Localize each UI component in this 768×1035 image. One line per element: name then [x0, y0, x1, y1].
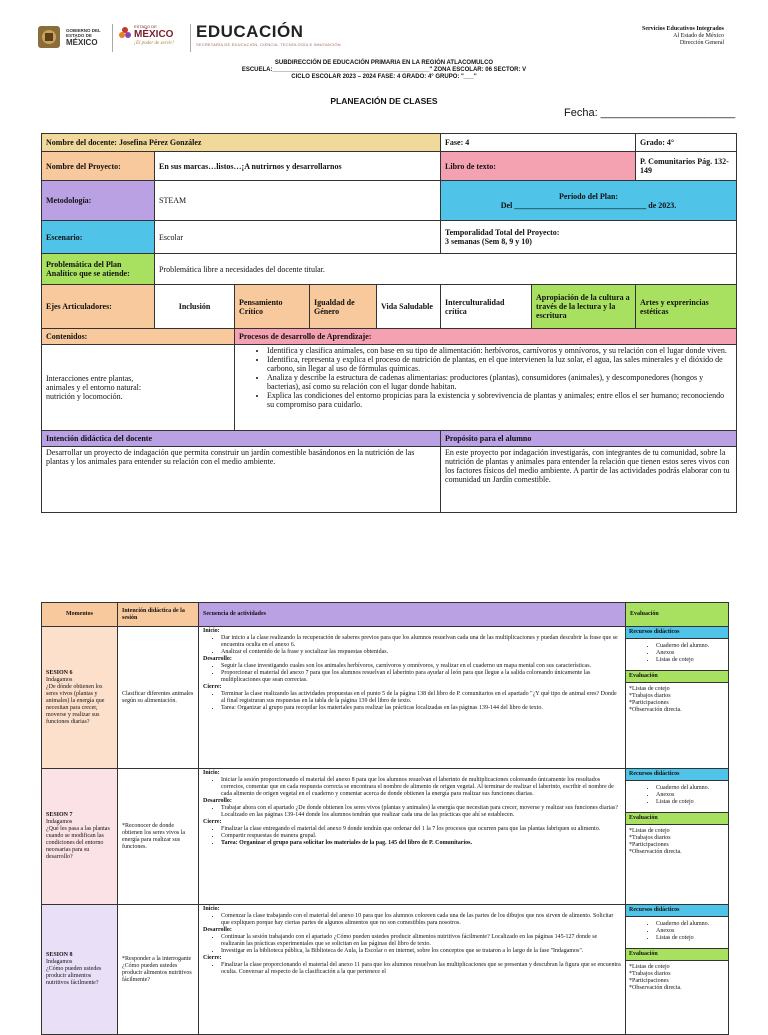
recursos-label: Recursos didácticos: [626, 905, 728, 917]
periodo-cell: [441, 181, 737, 221]
evaluacion-item: *Trabajos diarios: [629, 693, 671, 699]
recurso-item: • Anexos: [656, 928, 728, 935]
mexico-brand-logo: [118, 22, 188, 54]
proposito-value: En este proyecto por indagación investigarás, con integrantes de tu comunidad, sobre la nutrición de plantas y animales para entender la relación que tienen estos seres vivos con los factores físicos del medio ambiente. A partir de las actividades podrás elaborar con tu comunidad un Jardín comestible.: [441, 447, 737, 513]
flower-icon: [118, 26, 132, 40]
cierre-label: Cierre:: [203, 955, 222, 961]
mexico-brand-text: MÉXICO: [134, 29, 174, 40]
educacion-title: EDUCACIÓN: [196, 22, 304, 41]
gob-line1: GOBIERNO DEL: [66, 28, 101, 33]
evaluacion-item: *Participaciones: [629, 700, 669, 706]
activity-item: • Analizar el contenido de la frase y socializar las respuestas obtenidas.: [221, 649, 621, 656]
session-phase: Indagamos: [46, 819, 73, 825]
temporalidad-value: 3 semanas (Sem 8, 9 y 10): [445, 237, 532, 246]
evaluacion-item: *Observación directa.: [629, 707, 682, 713]
fase-cell: Fase: 4: [441, 134, 636, 152]
inicio-label: Inicio:: [203, 628, 220, 634]
session-question: ¿Qué les pasa a las plantas cuando se modifican las condiciones del entorno necesarias para su desarrollo?: [46, 826, 110, 860]
evaluacion-cell: [626, 627, 729, 769]
activity-item: • Dar inicio a la clase realizando la recuperación de saberes previos para que los alumnos resuelvan cada una de las multiplicaciones y puedan descubrir la frase que se encuentra oculta en el anexo 6.: [221, 635, 621, 649]
periodo-label: Periodo del Plan:: [558, 191, 619, 201]
recurso-item: • Cuaderno del alumno.: [656, 643, 728, 650]
session-title: SESION 8: [46, 952, 73, 958]
proceso-item: • Identifica, representa y explica el proceso de nutrición de plantas, en el que intervienen la luz solar, el agua, las sales minerales y el dióxido de carbono, sin llegar al uso de fórmulas químicas.: [267, 355, 732, 373]
secuencia-cell: [199, 627, 626, 769]
evaluacion-item: *Observación directa.: [629, 985, 682, 991]
desarrollo-label: Desarrollo:: [203, 927, 232, 933]
servicios-line: Al Estado de México: [673, 33, 724, 39]
contenidos-label: Contenidos:: [42, 329, 235, 345]
eje-igualdad-genero: Igualdad de Género: [310, 285, 377, 329]
eje-inclusion: Inclusión: [155, 285, 235, 329]
servicios-line: Dirección General: [679, 40, 724, 46]
escenario-value: Escolar: [155, 221, 441, 254]
intencion-sesion-cell: *Responder a la interrogante ¿Cómo pueden ustedes producir alimentos nutritivos fácilmente?: [118, 905, 199, 1035]
proceso-item: • Analiza y describe la estructura de cadenas alimentarias: productores (plantas), consumidores (animales), y descomponedores (hongos y bacterias), así como su relación con el lugar donde habitan.: [267, 373, 732, 391]
intencion-sesion-cell: Clasificar diferentes animales según su alimentación.: [118, 627, 199, 769]
activity-item: • Proporcionar el material del anexo 7 para que los alumnos resuelvan el laberinto para ayudar al león para que llegue a la salida coloreando únicamente las multiplicaciones que sean correctas.: [221, 670, 621, 684]
grado-cell: Grado: 4°: [636, 134, 737, 152]
evaluacion-item: *Trabajos diarios: [629, 835, 671, 841]
activity-item: • Tarea: Organizar el grupo para solicitar los materiales de la pag. 145 del libro de P. Comunitarios.: [221, 840, 621, 847]
problematica-label: Problemática del Plan Analítico que se atiende:: [42, 254, 155, 285]
session-row: [42, 905, 729, 1035]
intencion-sesion-cell: *Reconocer de donde obtienen los seres vivos la energía para realizar sus funciones.: [118, 769, 199, 905]
problematica-value: Problemática libre a necesidades del docente titular.: [155, 254, 737, 285]
momento-cell: [42, 769, 118, 905]
activity-item: • Comenzar la clase trabajando con el material del anexo 10 para que los alumnos coloreen cada una de las partes de los dibujos que nos sirven de alimento. Solicitar que expliquen porque hay ciertas partes de algunos alimentos que no son comestibles para nosotros.: [221, 913, 621, 927]
sessions-table: [41, 602, 729, 1035]
desarrollo-label: Desarrollo:: [203, 656, 232, 662]
activity-item: • Trabajar ahora con el apartado ¿De donde obtienen los seres vivos (plantas y animales) la energía que necesitan para crecer, moverse y realizar sus funciones diarias? Localizado en las páginas 139-144 donde los alumnos tendrán que realizar cada una de las prácticas que ahí se establecen.: [221, 805, 621, 819]
evaluacion-item: *Listas de cotejo: [629, 686, 670, 692]
ciclo-line: CICLO ESCOLAR 2023 – 2024 FASE: 4 GRADO: 4° GRUPO: "___": [291, 74, 477, 80]
activity-item: • Investigar en la biblioteca pública, la Biblioteca de Aula, la Escolar o en internet, sobre los conceptos que se trataron a lo largo de la fase "Indagamos".: [221, 948, 621, 955]
evaluacion-list: [626, 683, 728, 717]
activity-item: • Iniciar la sesión proporcionando el material del anexo 8 para que los alumnos resuelvan el laberinto de multiplicaciones coloreando únicamente los resultados correctos, comentar que en cada respuesta correcta se encontrara el nombre de alimento de origen vegetal. Al terminar de realizar el laberinto, escribir el nombre de cada alimento de origen vegetal en el cuaderno y comentar acerca de donde obtienen la energía para realizar sus funciones diarias.: [221, 777, 621, 798]
evaluacion-cell: [626, 769, 729, 905]
momento-cell: [42, 905, 118, 1035]
secuencia-cell: [199, 905, 626, 1035]
recursos-label: Recursos didácticos: [626, 769, 728, 781]
gobierno-logo: [36, 22, 114, 54]
evaluacion-item: *Trabajos diarios: [629, 971, 671, 977]
desarrollo-label: Desarrollo:: [203, 798, 232, 804]
servicios-line: Servicios Educativos Integrados: [641, 26, 724, 32]
evaluacion-list: [626, 825, 728, 859]
plan-info-table: [41, 133, 737, 513]
intencion-label: Intención didáctica del docente: [42, 431, 441, 447]
eje-interculturalidad: Interculturalidad crítica: [441, 285, 532, 329]
eje-pensamiento-critico: Pensamiento Crítico: [235, 285, 310, 329]
recursos-label: Recursos didácticos: [626, 627, 728, 639]
evaluacion-list: [626, 961, 728, 995]
educacion-logo: [196, 22, 376, 54]
evaluacion-item: *Listas de cotejo: [629, 964, 670, 970]
recurso-item: • Listas de cotejo: [656, 657, 728, 664]
temporalidad-cell: [441, 221, 737, 254]
cierre-label: Cierre:: [203, 819, 222, 825]
header-intencion: Intención didáctica de la sesión: [118, 603, 199, 627]
page-title: PLANEACIÓN DE CLASES: [330, 96, 438, 106]
cierre-label: Cierre:: [203, 684, 222, 690]
subdireccion-line: SUBDIRECCIÓN DE EDUCACIÓN PRIMARIA EN LA REGIÓN ATLACOMULCO: [274, 60, 494, 66]
session-question: ¿De dónde obtienen los seres vivos (plantas y animales) la energía que necesitan para crecer, moverse y realizar sus funciones diarias?: [46, 683, 105, 725]
intencion-value: Desarrollar un proyecto de indagación que permita construir un jardín comestible basándonos en la nutrición de las plantas y los animales para entender su relación con el medio ambiente.: [42, 447, 441, 513]
session-row: [42, 769, 729, 905]
proposito-label: Propósito para el alumno: [441, 431, 737, 447]
session-title: SESION 7: [46, 812, 73, 818]
header-secuencia: Secuencia de actividades: [199, 603, 626, 627]
escenario-label: Escenario:: [42, 221, 155, 254]
contenido-text: Interacciones entre plantas, animales y el entorno natural: nutrición y locomoción.: [46, 374, 142, 401]
activity-item: • Finalizar la clase entregando el material del anexo 9 donde tendrán que ordenar del 1 la 7 los procesos que ocurren para que las plantas fabriquen su alimento.: [221, 826, 621, 833]
activity-item: • Compartir respuestas de manera grupal.: [221, 833, 621, 840]
recurso-item: • Listas de cotejo: [656, 799, 728, 806]
session-phase: Indagamos: [46, 959, 73, 965]
activity-item: • Terminar la clase realizando las actividades propuestas en el punto 5 de la página 138 del libro de P. comunitarios en el apartado "¿Y qué tipo de animal eres? Donde al final registraran sus respuestas en la tabla de la página 139 del libro de texto.: [221, 691, 621, 705]
recurso-item: • Anexos: [656, 650, 728, 657]
proyecto-value: En sus marcas…listos…¡A nutrirnos y desarrollarnos: [155, 152, 441, 181]
fecha-field: Fecha: ______________________: [564, 107, 736, 119]
secuencia-cell: [199, 769, 626, 905]
momento-cell: [42, 627, 118, 769]
header-momentos: Momentos: [42, 603, 118, 627]
mexico-tagline: ¡El poder de servir!: [134, 41, 174, 46]
logo-divider: [112, 24, 113, 52]
servicios-header: [642, 26, 724, 47]
escuela-line: ESCUELA:_______________________________________________" ZONA ESCOLAR: 06 SECTOR: V: [241, 67, 527, 73]
proceso-item: • Identifica y clasifica animales, con base en su tipo de alimentación: herbívoros, carnívoros y omnívoros, y su relación con el lugar donde viven.: [267, 346, 732, 355]
educacion-subtitle: SECRETARÍA DE EDUCACIÓN, CIENCIA, TECNOLOGÍA E INNOVACIÓN: [196, 42, 341, 47]
evaluacion-label: Evaluación: [626, 948, 728, 961]
logo-divider: [190, 24, 191, 52]
libro-value: P. Comunitarios Pág. 132-149: [636, 152, 737, 181]
eje-apropiacion-cultura: Apropiación de la cultura a través de la lectura y la escritura: [532, 285, 636, 329]
activity-item: • Finalizar la clase proporcionando el material del anexo 11 para que los alumnos resuelvan las multiplicaciones que se presentan y descubran la figura que se encuentra oculta. Conversar al respecto de la clasificación a la que pertenece el: [221, 962, 621, 976]
contenido-value: [42, 345, 235, 431]
recurso-item: • Listas de cotejo: [656, 935, 728, 942]
proyecto-label: Nombre del Proyecto:: [42, 152, 155, 181]
inicio-label: Inicio:: [203, 906, 220, 912]
gob-line2: ESTADO DE: [66, 33, 92, 38]
periodo-value: Del _________________________________ de 2023.: [500, 200, 677, 210]
recurso-item: • Cuaderno del alumno.: [656, 785, 728, 792]
ejes-label: Ejes Articuladores:: [42, 285, 155, 329]
activity-item: • Seguir la clase investigando cuales son los animales herbívoros, carnívoros y omnívoros, y realizar en el cuaderno un mapa mental con sus características.: [221, 663, 621, 670]
evaluacion-item: *Listas de cotejo: [629, 828, 670, 834]
metodologia-label: Metodología:: [42, 181, 155, 221]
evaluacion-item: *Participaciones: [629, 842, 669, 848]
libro-label: Libro de texto:: [441, 152, 636, 181]
evaluacion-item: *Participaciones: [629, 978, 669, 984]
session-phase: Indagamos: [46, 676, 73, 683]
temporalidad-label: Temporalidad Total del Proyecto:: [445, 228, 560, 237]
gob-line3: MÉXICO: [66, 38, 98, 47]
activity-item: • Tarea: Organizar al grupo para recopilar los materiales para realizar las prácticas localizadas en las páginas 139-144 del libro de texto.: [221, 705, 621, 712]
evaluacion-label: Evaluación: [626, 670, 728, 683]
activity-item: • Continuar la sesión trabajando con el apartado ¿Cómo pueden ustedes producir alimentos nutritivos fácilmente? Localizado en las páginas 145-127 donde se realizarán las prácticas experimentales que se solicitan en las páginas del libro de texto.: [221, 934, 621, 948]
session-question: ¿Cómo pueden ustedes producir alimentos nutritivos fácilmente?: [46, 966, 102, 986]
coat-of-arms-icon: [36, 22, 62, 52]
session-row: [42, 627, 729, 769]
recurso-item: • Anexos: [656, 792, 728, 799]
evaluacion-cell: [626, 905, 729, 1035]
recurso-item: • Cuaderno del alumno.: [656, 921, 728, 928]
proceso-item: • Explica las condiciones del entorno propicias para la existencia y sobrevivencia de plantas y animales; entre ellos el ser humano; reconociendo su compromiso para cuidarlo.: [267, 391, 732, 409]
inicio-label: Inicio:: [203, 770, 220, 776]
eje-artes: Artes y exprerincias estéticas: [636, 285, 737, 329]
evaluacion-item: *Observación directa.: [629, 849, 682, 855]
estado-de-label: ESTADO DE: [134, 24, 157, 29]
metodologia-value: STEAM: [155, 181, 441, 221]
procesos-label: Procesos de desarrollo de Aprendizaje:: [235, 329, 737, 345]
docente-cell: Nombre del docente: Josefina Pérez González: [42, 134, 441, 152]
procesos-cell: [235, 345, 737, 431]
header-evaluacion: Evaluación: [626, 603, 729, 627]
eje-vida-saludable: Vida Saludable: [377, 285, 441, 329]
evaluacion-label: Evaluación: [626, 812, 728, 825]
session-title: SESION 6: [46, 669, 73, 676]
